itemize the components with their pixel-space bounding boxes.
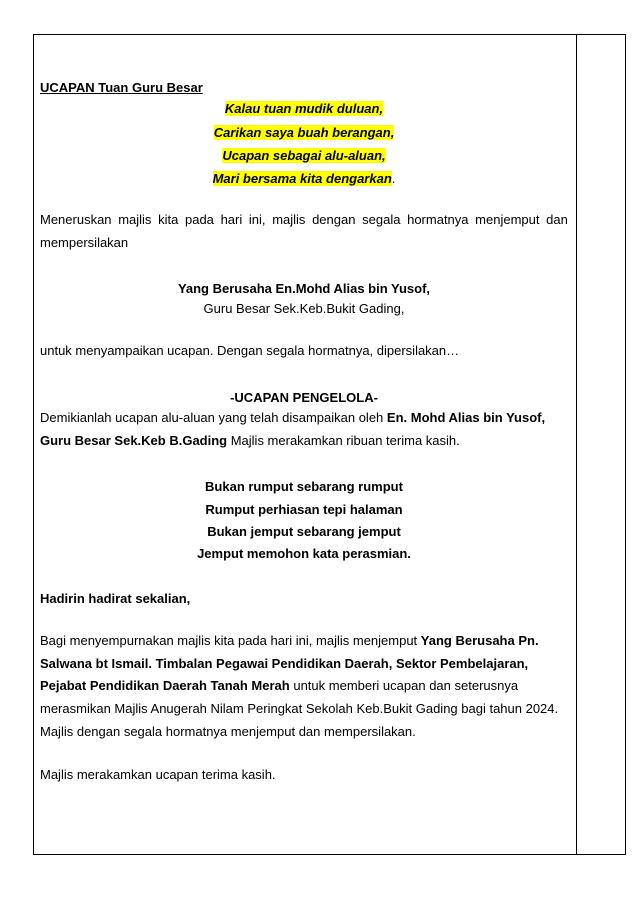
pantun2-line: Rumput perhiasan tepi halaman [205, 502, 403, 517]
pantun1-line: Ucapan sebagai alu-aluan, [222, 148, 386, 163]
pantun2-line: Bukan jemput sebarang jemput [207, 524, 401, 539]
pantun1-line: Carikan saya buah berangan, [213, 125, 395, 140]
guest-name: Yang Berusaha En.Mohd Alias bin Yusof, [177, 281, 431, 296]
pantun2-line: Bukan rumput sebarang rumput [205, 479, 403, 494]
side-column [576, 34, 626, 855]
paragraph-4-line-5: Majlis dengan segala hormatnya menjemput dan mempersilakan. [40, 724, 416, 739]
pantun1-line: Mari bersama kita dengarkan. [212, 171, 396, 186]
section-heading: UCAPAN Tuan Guru Besar [40, 80, 203, 95]
paragraph-1-line-1: Meneruskan majlis kita pada hari ini, majlis dengan segala hormatnya menjemput dan [40, 212, 568, 227]
greeting: Hadirin hadirat sekalian, [40, 591, 191, 606]
paragraph-4-line-1: Bagi menyempurnakan majlis kita pada hari ini, majlis menjemput Yang Berusaha Pn. [40, 633, 539, 648]
paragraph-1-line-2: mempersilakan [40, 235, 129, 250]
paragraph-3-line-2: Guru Besar Sek.Keb B.Gading Majlis merakamkan ribuan terima kasih. [40, 433, 460, 448]
mc-heading: -UCAPAN PENGELOLA- [230, 390, 378, 405]
closing-line: Majlis merakamkan ucapan terima kasih. [40, 767, 276, 782]
pantun2-line: Jemput memohon kata perasmian. [197, 546, 411, 561]
pantun1-line: Kalau tuan mudik duluan, [224, 101, 384, 116]
guest-title: Guru Besar Sek.Keb.Bukit Gading, [203, 301, 405, 316]
paragraph-2: untuk menyampaikan ucapan. Dengan segala hormatnya, dipersilakan… [40, 343, 460, 358]
paragraph-4-line-4: merasmikan Majlis Anugerah Nilam Peringkat Sekolah Keb.Bukit Gading bagi tahun 2024. [40, 701, 559, 716]
paragraph-3-line-1: Demikianlah ucapan alu-aluan yang telah disampaikan oleh En. Mohd Alias bin Yusof, [40, 410, 546, 425]
paragraph-4-line-3: Pejabat Pendidikan Daerah Tanah Merah untuk memberi ucapan dan seterusnya [40, 678, 519, 693]
paragraph-4-line-2: Salwana bt Ismail. Timbalan Pegawai Pendidikan Daerah, Sektor Pembelajaran, [40, 656, 529, 671]
